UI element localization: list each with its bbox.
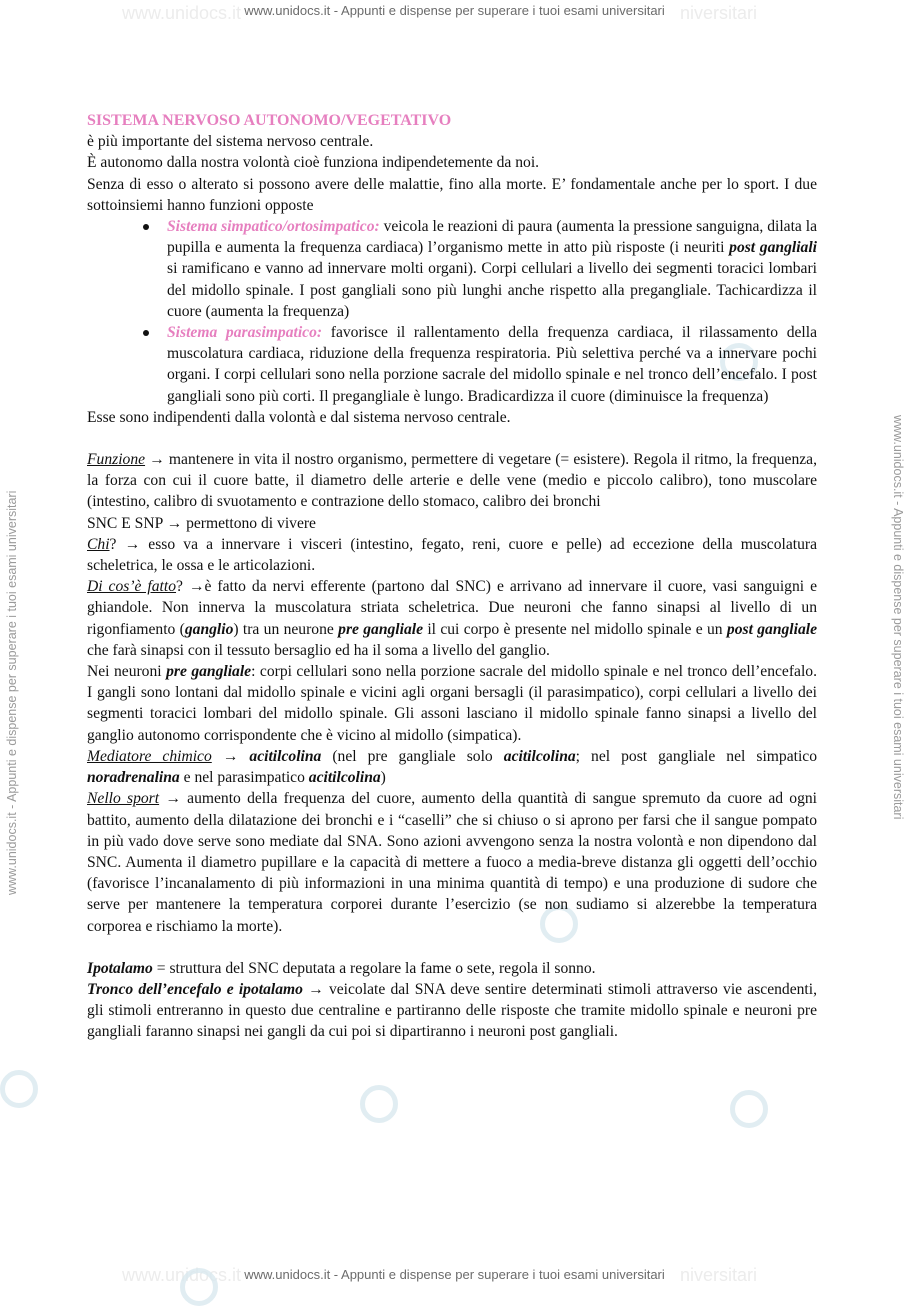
mediatore-paragraph xyxy=(87,746,817,788)
list-item-simpatico xyxy=(167,216,817,322)
watermark-left-vertical: www.unidocs.it - Appunti e dispense per superare i tuoi esami universitari xyxy=(5,490,19,895)
unidocs-logo-icon xyxy=(0,1070,38,1108)
funzione-text: → mantenere in vita il nostro organismo, permettere di vegetare (= esistere). Regola il ritmo, la frequenza, la forza con cui il cuore batte, il diametro delle arterie e delle vene (medio e piccolo calibro), tono muscolare (intestino, calibro di svuotamento e contrazione dello stomaco, calibro dei bronchi xyxy=(87,451,817,511)
mediatore-text-1: → xyxy=(211,747,250,765)
funzione-paragraph xyxy=(87,449,817,513)
watermark-top[interactable]: www.unidocs.it - Appunti e dispense per superare i tuoi esami universitari xyxy=(244,3,665,18)
chi-label: Chi xyxy=(87,535,110,553)
watermark-bottom[interactable]: www.unidocs.it - Appunti e dispense per superare i tuoi esami universitari xyxy=(244,1267,665,1282)
independence-line: Esse sono indipendenti dalla volontà e dal sistema nervoso centrale. xyxy=(87,408,511,426)
spacer xyxy=(87,937,817,958)
mediatore-term-4: acitilcolina xyxy=(308,769,381,787)
composizione-text-2: ) tra un neurone xyxy=(233,620,339,638)
chi-paragraph xyxy=(87,534,817,576)
composizione-text-4: che farà sinapsi con il tessuto bersaglio ed ha il soma a livello del ganglio. xyxy=(87,641,550,659)
unidocs-logo-icon xyxy=(180,1268,218,1306)
parasimpatico-text: favorisce il rallentamento della frequenza cardiaca, il rilassamento della muscolatura cardiaca, riduzione della frequenza respiratoria. Più selettiva perché va a innervare pochi organi. I corpi cellulari sono nella porzione sacrale del midollo spinale e nel tronco dell’encefalo. I post gangliali sono più corti. Il pregangliale è lungo. Bradicardizza il cuore (diminuisce la frequenza) xyxy=(167,324,818,405)
intro-line-1: è più importante del sistema nervoso centrale. xyxy=(87,133,374,151)
ipotalamo-text: = struttura del SNC deputata a regolare la fame o sete, regola il sonno. xyxy=(152,959,596,977)
neuroni-text-1: Nei neuroni xyxy=(87,663,167,681)
funzione-label: Funzione xyxy=(87,451,146,469)
document-body xyxy=(87,110,817,1043)
sport-paragraph xyxy=(87,788,817,936)
chi-text: ? → esso va a innervare i visceri (intestino, fegato, reni, cuore e pelle) ad eccezione della muscolatura scheletrica, le ossa e le articolazioni. xyxy=(87,535,817,575)
mediatore-term-1: acitilcolina xyxy=(249,747,322,765)
simpatico-emphasis: post gangliali xyxy=(729,239,817,257)
composizione-text-3: il cui corpo è presente nel midollo spinale e un xyxy=(423,620,727,638)
snc-line: SNC E SNP → permettono di vivere xyxy=(87,514,316,532)
composizione-text-1: ? →è fatto da nervi efferente (partono dal SNC) e arrivano ad innervare il cuore, vasi sanguigni e ghiandole. Non innerva la muscolatura striata scheletrica. Due neuroni che fanno sinapsi al livello di un rigonfiamento ( xyxy=(87,578,817,638)
parasimpatico-label: Sistema parasimpatico: xyxy=(167,324,323,342)
tronco-paragraph xyxy=(87,979,817,1043)
mediatore-text-5: ) xyxy=(380,769,386,787)
neuroni-emphasis: pre gangliale xyxy=(166,663,252,681)
simpatico-text-1: veicola le reazioni di paura (aumenta la pressione sanguigna, dilata la pupilla e aumenta la frequenza cardiaca) l’organismo mette in atto più risposte (i neuriti xyxy=(167,218,817,257)
composizione-label: Di cos’è fatto xyxy=(87,578,177,596)
simpatico-text-2: si ramificano e vanno ad innervare molti organi). Corpi cellulari a livello dei segmenti toracici lombari del midollo spinale. I post gangliali sono più lunghi anche rispetto alla pregangliale. Tachicardizza il cuore (aumenta la frequenza) xyxy=(167,260,817,320)
intro-line-3: Senza di esso o alterato si possono avere delle malattie, fino alla morte. E’ fondamentale anche per lo sport. I due sottoinsiemi hanno funzioni opposte xyxy=(87,175,817,214)
sport-text: → aumento della frequenza del cuore, aumento della quantità di sangue spremuto da cuore ad ogni battito, aumento della dilatazione dei bronchi e i “caselli” che si chiuso o si aprono per farsi che il sangue pompato in più vado dove serve sono mediate dal SNA. Sono azioni avvengono senza la nostra volontà e non dipendono dal SNC. Aumenta il diametro pupillare e la capacità di mettere a fuoco a media-breve distanza gli oggetti dell’occhio (favorisce l’incanalamento di più informazioni in una minima quantità di tempo) e una produzione di sudore che serve per mantenere la temperatura corporei durante l’esercizio (se non sudiamo si alzerebbe la temperatura corporea e rischiamo la morte). xyxy=(87,790,817,935)
neuroni-paragraph xyxy=(87,661,817,746)
post-gangliale-term: post gangliale xyxy=(726,620,817,638)
sport-label: Nello sport xyxy=(87,790,160,808)
tronco-text: → veicolate dal SNA deve sentire determinati stimoli attraverso vie ascendenti, gli stimoli entreranno in questo due centraline e partiranno delle risposte che tramite midollo spinale e neuroni pre gangliali faranno sinapsi nei gangli da cui poi si dipartiranno i neuroni post gangliali. xyxy=(87,980,817,1041)
unidocs-logo-icon xyxy=(730,1090,768,1128)
subsystems-list xyxy=(87,216,817,407)
list-item-parasimpatico xyxy=(167,322,817,407)
pre-gangliale-term: pre gangliale xyxy=(338,620,424,638)
unidocs-logo-icon xyxy=(360,1085,398,1123)
composizione-paragraph xyxy=(87,576,817,661)
spacer xyxy=(87,428,817,449)
ipotalamo-paragraph xyxy=(87,958,817,979)
ipotalamo-label: Ipotalamo xyxy=(87,959,153,977)
tronco-label: Tronco dell’encefalo e ipotalamo xyxy=(87,980,303,998)
intro-line-2: È autonomo dalla nostra volontà cioè funziona indipendetemente da noi. xyxy=(87,154,540,172)
ghost-watermark-bottom-right: niversitari xyxy=(680,1265,758,1285)
ghost-watermark-top-left: www.unidocs.it xyxy=(122,3,242,23)
mediatore-term-2: acitilcolina xyxy=(503,747,576,765)
ganglio-term: ganglio xyxy=(184,620,234,638)
neuroni-text-2: : corpi cellulari sono nella porzione sacrale del midollo spinale e nel tronco dell’encefalo. I gangli sono lontani dal midollo spinale e vicini agli organi bersagli (il parasimpatico), corpi cellulari a livello dei segmenti toracici lombari del midollo spinale. Gli assoni lasciano il midollo spinale fanno sinapsi a livello del ganglio autonomo corrispondente che è vicino al midollo (simpatica). xyxy=(87,663,817,744)
document-title: SISTEMA NERVOSO AUTONOMO/VEGETATIVO xyxy=(87,112,452,129)
ghost-watermark-top-right: niversitari xyxy=(680,3,758,23)
mediatore-text-3: ; nel post gangliale nel simpatico xyxy=(575,747,818,765)
simpatico-label: Sistema simpatico/ortosimpatico: xyxy=(167,218,380,236)
mediatore-text-4: e nel parasimpatico xyxy=(179,769,309,787)
mediatore-term-3: noradrenalina xyxy=(87,769,180,787)
ghost-watermark-bottom-left: www.unidocs.it xyxy=(122,1265,242,1285)
mediatore-text-2: (nel pre gangliale solo xyxy=(321,747,504,765)
watermark-right-vertical: www.unidocs.it - Appunti e dispense per superare i tuoi esami universitari xyxy=(891,415,905,820)
mediatore-label: Mediatore chimico xyxy=(87,747,212,765)
